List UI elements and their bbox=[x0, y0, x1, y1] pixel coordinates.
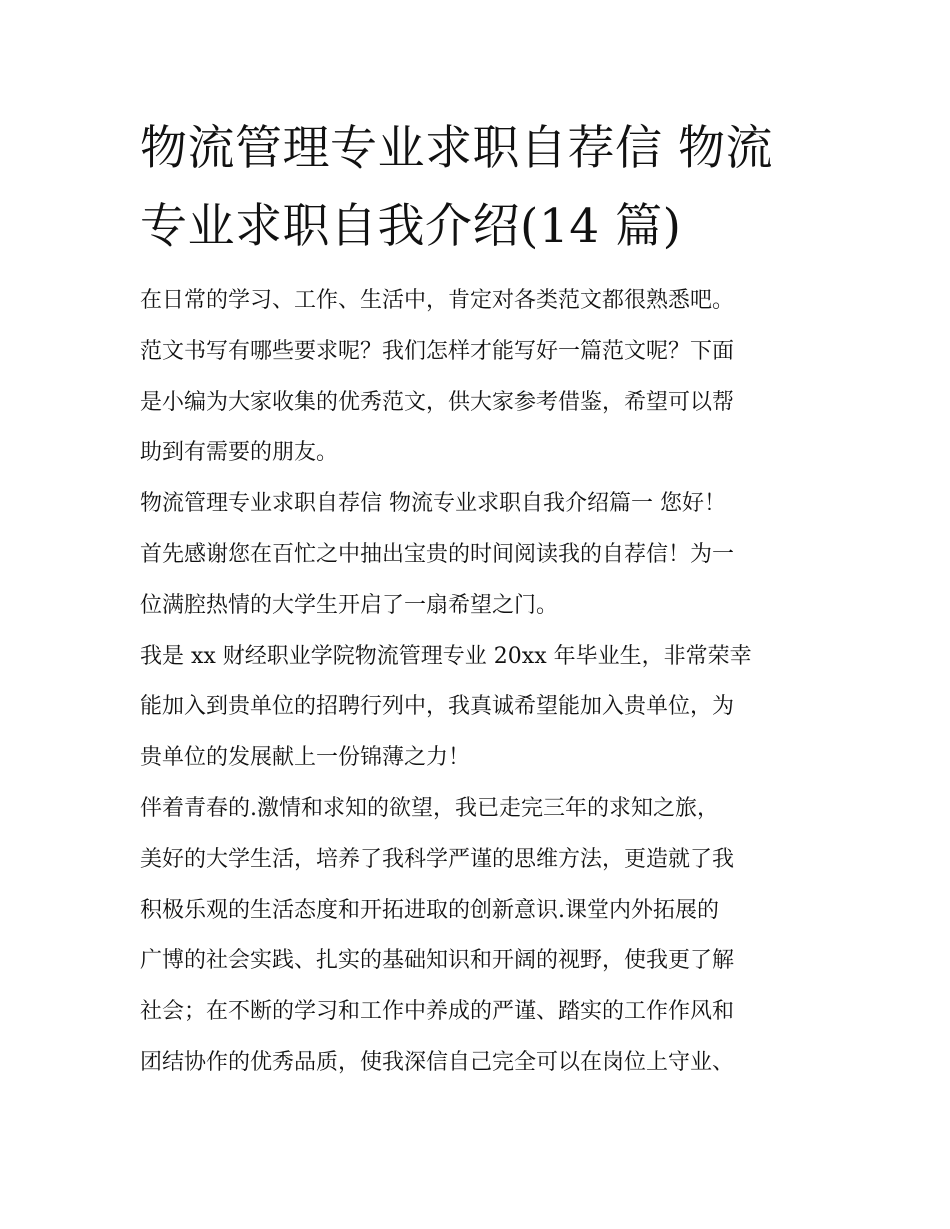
body-line: 范文书写有哪些要求呢？我们怎样才能写好一篇范文呢？下面 bbox=[140, 338, 735, 364]
body-line: 物流管理专业求职自荐信 物流专业求职自我介绍篇一 您好！ bbox=[140, 491, 726, 517]
body-line: 伴着青春的.激情和求知的欲望，我已走完三年的求知之旅， bbox=[140, 795, 719, 821]
body-line: 我是 xx 财经职业学院物流管理专业 20xx 年毕业生，非常荣幸 bbox=[140, 643, 752, 669]
document-body bbox=[140, 276, 830, 1089]
body-line: 团结协作的优秀品质，使我深信自己完全可以在岗位上守业、 bbox=[140, 1049, 735, 1075]
body-line: 社会；在不断的学习和工作中养成的严谨、踏实的工作作风和 bbox=[140, 999, 735, 1025]
body-line: 位满腔热情的大学生开启了一扇希望之门。 bbox=[140, 592, 559, 618]
title-line-2: 专业求职自我介绍(14 篇) bbox=[140, 199, 682, 254]
title-line-1: 物流管理专业求职自荐信 物流 bbox=[140, 121, 773, 176]
body-line: 首先感谢您在百忙之中抽出宝贵的时间阅读我的自荐信！为一 bbox=[140, 541, 735, 567]
body-line: 能加入到贵单位的招聘行列中，我真诚希望能加入贵单位，为 bbox=[140, 694, 735, 720]
body-line: 积极乐观的生活态度和开拓进取的创新意识.课堂内外拓展的 bbox=[140, 897, 719, 923]
body-line: 在日常的学习、工作、生活中，肯定对各类范文都很熟悉吧。 bbox=[140, 288, 735, 313]
document-title bbox=[140, 110, 830, 266]
body-line: 助到有需要的朋友。 bbox=[140, 440, 339, 466]
body-line: 是小编为大家收集的优秀范文，供大家参考借鉴，希望可以帮 bbox=[140, 389, 735, 415]
body-line: 美好的大学生活，培养了我科学严谨的思维方法，更造就了我 bbox=[140, 846, 735, 872]
body-line: 广博的社会实践、扎实的基础知识和开阔的视野，使我更了解 bbox=[140, 948, 735, 974]
body-line: 贵单位的发展献上一份锦薄之力！ bbox=[140, 745, 471, 771]
